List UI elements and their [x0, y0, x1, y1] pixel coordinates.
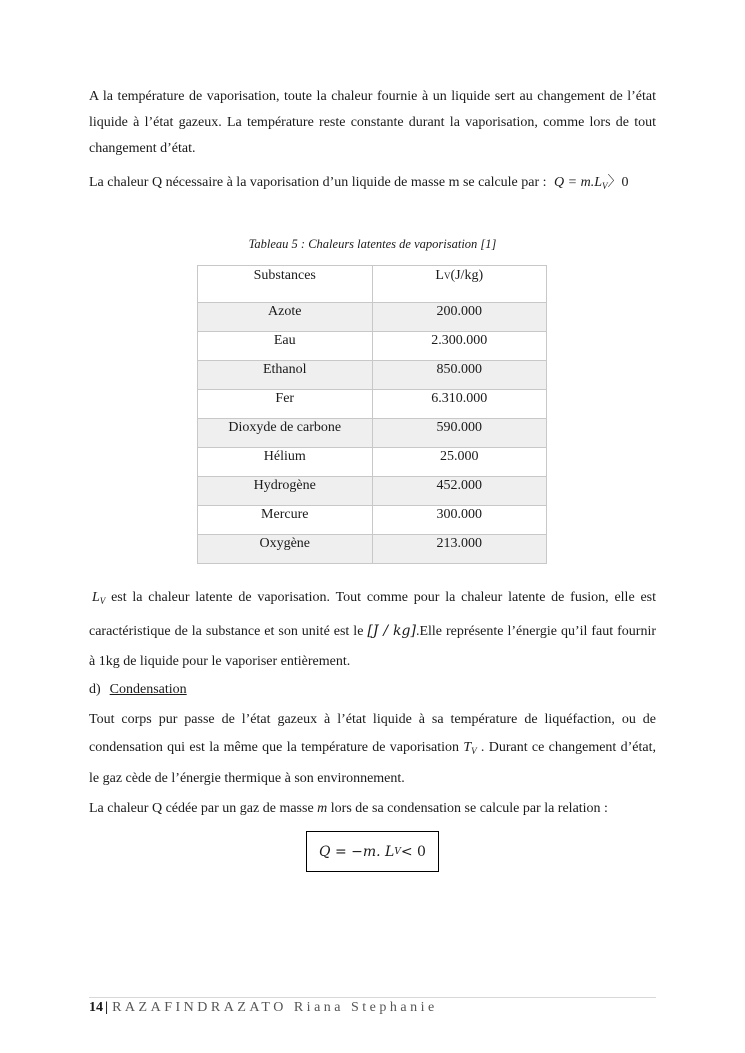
- tv-symbol-main: T: [463, 740, 472, 755]
- lv-definition-text-a: est la chaleur latente de vaporisation. Tout comme pour la chaleur latente de fusion, elle est caractéristique de la substance et son unité est le: [89, 590, 656, 639]
- substance-cell: Mercure: [198, 506, 373, 535]
- substance-cell: Ethanol: [198, 361, 373, 390]
- substance-cell: Eau: [198, 332, 373, 361]
- substance-cell: Oxygène: [198, 535, 373, 564]
- paragraph-vaporisation-intro: A la température de vaporisation, toute la chaleur fournie à un liquide sert au changement de l’état liquide à l’état gazeux. La température reste constante durant la vaporisation, comme lors de tout changement d’état.: [89, 89, 656, 156]
- table-row: [198, 332, 547, 361]
- value-cell: 6.310.000: [372, 390, 547, 419]
- condensation-formula-box: [306, 831, 439, 872]
- substance-cell: Hélium: [198, 448, 373, 477]
- section-d-heading: [89, 680, 187, 700]
- condensation-formula-text-b: lors de sa condensation se calcule par la relation :: [327, 801, 608, 816]
- header-substances: Substances: [198, 266, 373, 303]
- substance-cell: Hydrogène: [198, 477, 373, 506]
- paragraph-condensation-formula: [89, 796, 656, 822]
- inline-formula-sub: V: [602, 181, 608, 191]
- lv-symbol-main: L: [92, 590, 100, 605]
- footer-separator: |: [105, 1000, 109, 1015]
- header-lv-sub: V: [443, 271, 451, 281]
- inline-formula-main: Q = m.L: [554, 175, 603, 190]
- paragraph-lv-definition: [89, 583, 656, 677]
- page-footer: [89, 1000, 438, 1016]
- section-d-title: Condensation: [109, 682, 187, 697]
- substance-cell: Dioxyde de carbone: [198, 419, 373, 448]
- inline-formula-q: [554, 175, 628, 190]
- page-number: 14: [89, 1000, 103, 1015]
- value-cell: 25.000: [372, 448, 547, 477]
- substance-cell: Fer: [198, 390, 373, 419]
- table-row: [198, 506, 547, 535]
- m-symbol: m: [317, 801, 328, 816]
- condensation-text-b: . Durant ce changement d’état, le gaz cède de l’énergie thermique à son environnement.: [89, 740, 656, 786]
- header-lv-main: L: [435, 268, 444, 283]
- table-row: [198, 390, 547, 419]
- table-header-row: [198, 266, 547, 303]
- inline-formula-tail: 〉0: [607, 175, 629, 190]
- value-cell: 452.000: [372, 477, 547, 506]
- value-cell: 200.000: [372, 303, 547, 332]
- formula-main: Q = −m. L: [319, 843, 395, 860]
- lv-definition-text-b: .Elle représente l’énergie qu’il faut fournir à 1kg de liquide pour le vaporiser entièrement.: [89, 624, 656, 669]
- paragraph-condensation: [89, 706, 656, 793]
- table-row: [198, 535, 547, 564]
- value-cell: 2.300.000: [372, 332, 547, 361]
- condensation-text-a: Tout corps pur passe de l’état gazeux à l’état liquide à sa température de liquéfaction, ou de condensation qui est la même que la température de vaporisation: [89, 712, 656, 755]
- table-row: [198, 303, 547, 332]
- value-cell: 300.000: [372, 506, 547, 535]
- table-row: [198, 448, 547, 477]
- lv-symbol: [92, 590, 105, 605]
- tv-symbol-sub: V: [471, 746, 477, 756]
- table-caption: Tableau 5 : Chaleurs latentes de vaporisation [1]: [248, 237, 497, 251]
- section-d-label: d): [89, 682, 101, 697]
- substance-cell: Azote: [198, 303, 373, 332]
- header-lv-unit: (J/kg): [450, 268, 484, 283]
- table-row: [198, 419, 547, 448]
- paragraph-heat-formula: [89, 170, 656, 199]
- footer-author: RAZAFINDRAZATO Riana Stephanie: [112, 1000, 438, 1015]
- latent-heat-table: [197, 265, 547, 564]
- table-row: [198, 361, 547, 390]
- lv-symbol-sub: V: [99, 596, 106, 606]
- condensation-formula-text-a: La chaleur Q cédée par un gaz de masse: [89, 801, 318, 816]
- heat-formula-text: La chaleur Q nécessaire à la vaporisation d’un liquide de masse m se calcule par :: [89, 175, 547, 190]
- formula-sub: V: [394, 846, 401, 857]
- footer-divider: [89, 997, 656, 998]
- formula-tail: < 0: [400, 843, 426, 860]
- unit-jkg: [J / kg]: [367, 623, 416, 639]
- header-lv: [372, 266, 547, 303]
- value-cell: 850.000: [372, 361, 547, 390]
- value-cell: 213.000: [372, 535, 547, 564]
- tv-symbol: [463, 740, 476, 755]
- value-cell: 590.000: [372, 419, 547, 448]
- table-row: [198, 477, 547, 506]
